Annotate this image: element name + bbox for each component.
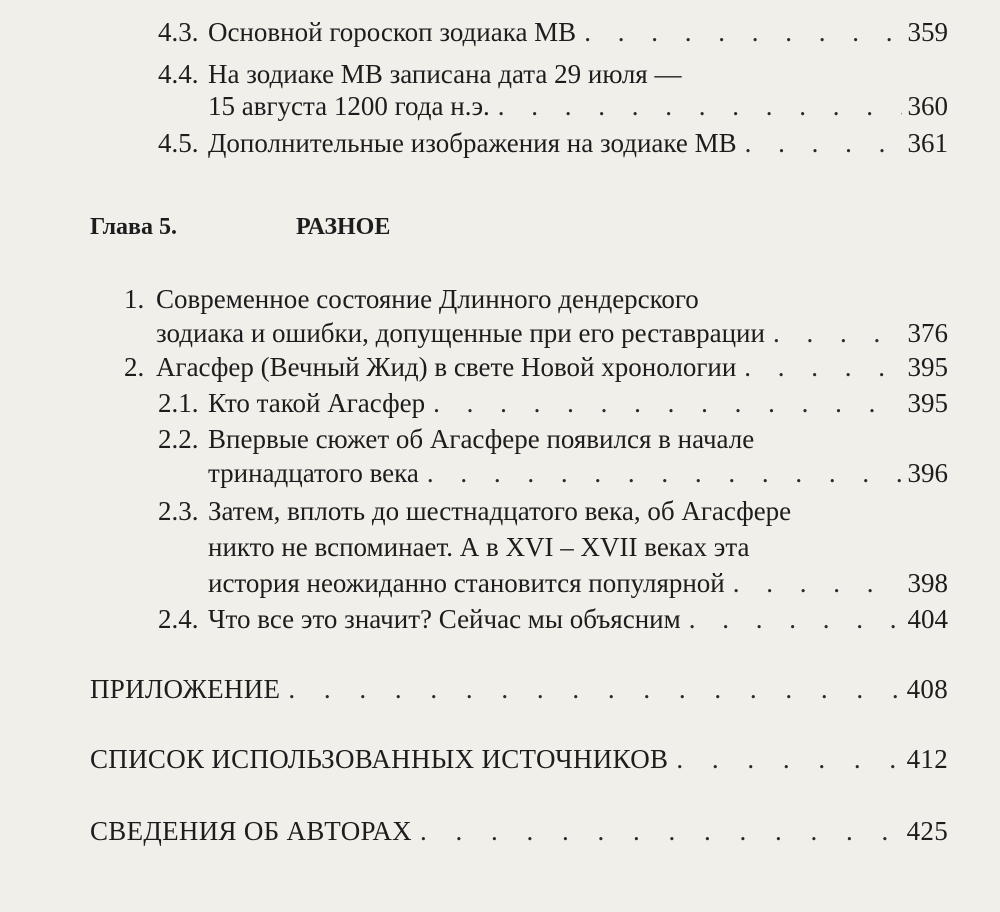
entry-page-number: 376: [907, 318, 948, 348]
leader-dots: [433, 386, 901, 420]
section-title: СВЕДЕНИЯ ОБ АВТОРАХ: [90, 816, 412, 846]
leader-dots: [689, 602, 902, 636]
leader-dots: [288, 672, 900, 706]
leader-dots: [676, 742, 900, 776]
entry-number: 4.5.: [158, 128, 199, 158]
entry-title: Дополнительные изображения на зодиаке МВ: [208, 128, 737, 158]
toc-entry-4-4-continued: [208, 89, 948, 123]
entry-page-number: 404: [907, 604, 948, 634]
toc-entry-1-continued: [156, 316, 948, 350]
section-title: ПРИЛОЖЕНИЕ: [90, 674, 281, 704]
entry-title: Основной гороскоп зодиака МВ: [208, 17, 577, 47]
toc-entry-4-3: [158, 15, 948, 49]
toc-section-appendix: [90, 672, 948, 706]
toc-section-references: [90, 742, 948, 776]
leader-dots: [744, 350, 901, 384]
entry-title: Агасфер (Вечный Жид) в свете Новой хронологии: [156, 352, 737, 382]
entry-title: тринадцатого века: [208, 458, 419, 488]
leader-dots: [773, 316, 902, 350]
entry-page-number: 360: [907, 91, 948, 121]
toc-entry-2-2: [158, 422, 948, 456]
toc-entry-2-4: [158, 602, 948, 636]
entry-title: 15 августа 1200 года н.э.: [208, 91, 490, 121]
section-page-number: 412: [906, 744, 948, 774]
leader-dots: [427, 456, 902, 490]
entry-number: 4.4.: [158, 59, 199, 89]
leader-dots: [498, 89, 902, 123]
toc-section-authors: [90, 814, 948, 848]
entry-number: 2.3.: [158, 496, 199, 526]
toc-entry-2-2-continued: [208, 456, 948, 490]
entry-number: 2.4.: [158, 604, 199, 634]
leader-dots: [733, 566, 902, 600]
entry-page-number: 396: [907, 458, 948, 488]
entry-number: 4.3.: [158, 17, 199, 47]
entry-number: 1.: [124, 284, 145, 314]
entry-title: Впервые сюжет об Агасфере появился в начале: [208, 424, 755, 454]
entry-page-number: 395: [907, 352, 948, 382]
toc-entry-4-4: [158, 57, 948, 91]
entry-title: зодиака и ошибки, допущенные при его реставрации: [156, 318, 765, 348]
entry-title: Современное состояние Длинного дендерского: [156, 284, 699, 314]
chapter-title: РАЗНОЕ: [296, 214, 391, 240]
entry-number: 2.1.: [158, 388, 199, 418]
entry-number: 2.2.: [158, 424, 199, 454]
entry-title: Затем, вплоть до шестнадцатого века, об Агасфере: [208, 496, 792, 526]
toc-entry-2-3-continued: [208, 530, 948, 564]
leader-dots: [745, 126, 902, 160]
entry-number: 2.: [124, 352, 145, 382]
entry-title: никто не вспоминает. А в XVI – XVII веках эта: [208, 532, 750, 562]
entry-page-number: 361: [907, 128, 948, 158]
entry-title: Кто такой Агасфер: [208, 388, 426, 418]
toc-entry-2-3-continued-2: [208, 566, 948, 600]
toc-entry-2-1: [158, 386, 948, 420]
section-title: СПИСОК ИСПОЛЬЗОВАННЫХ ИСТОЧНИКОВ: [90, 744, 669, 774]
entry-page-number: 395: [907, 388, 948, 418]
leader-dots: [420, 814, 901, 848]
toc-entry-2-3: [158, 494, 948, 528]
section-page-number: 408: [906, 674, 948, 704]
entry-title: история неожиданно становится популярной: [208, 568, 725, 598]
leader-dots: [584, 15, 901, 49]
toc-entry-1: [124, 282, 948, 316]
entry-title: Что все это значит? Сейчас мы объясним: [208, 604, 681, 634]
section-page-number: 425: [906, 816, 948, 846]
toc-entry-4-5: [158, 126, 948, 160]
chapter-label: Глава 5.: [90, 214, 177, 240]
toc-entry-2: [124, 350, 948, 384]
entry-page-number: 359: [907, 17, 948, 47]
entry-page-number: 398: [907, 568, 948, 598]
entry-title: На зодиаке МВ записана дата 29 июля —: [208, 59, 682, 89]
